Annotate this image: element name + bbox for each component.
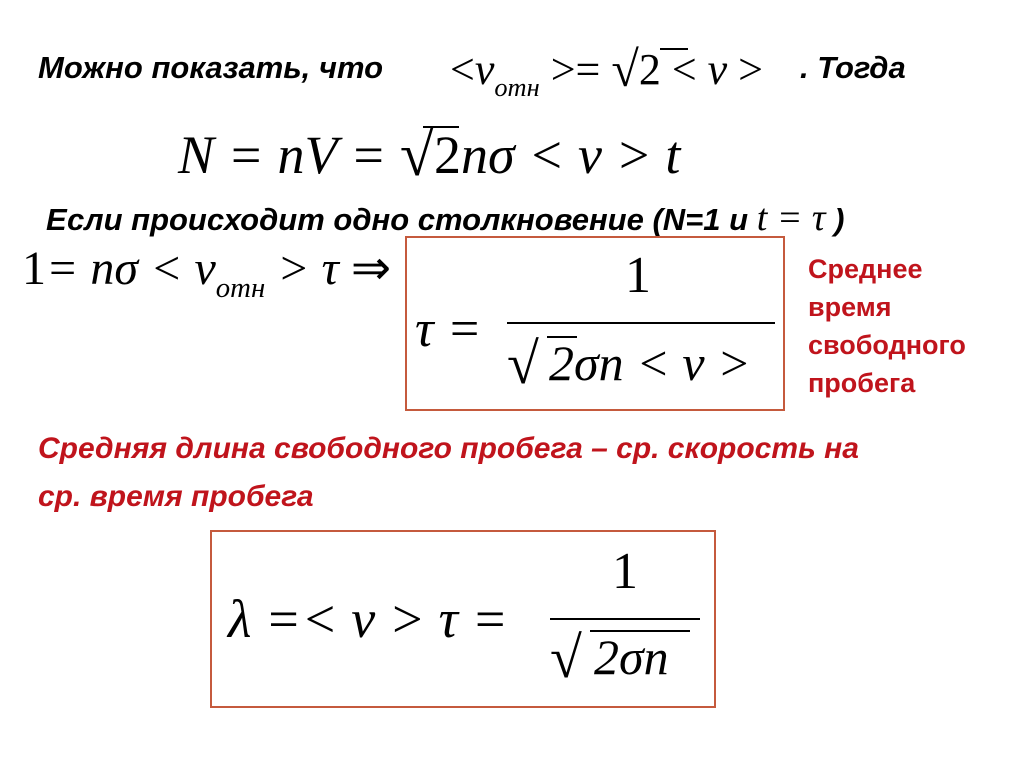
formula-lhs: N = nV =: [178, 125, 387, 185]
implies-arrow: ⇒: [350, 242, 392, 295]
v-symbol: v: [194, 242, 216, 295]
tau-lhs: τ =: [415, 301, 482, 358]
sqrt-arg: 2: [638, 45, 661, 94]
side-note: [808, 250, 966, 402]
sqrt-symbol: √: [507, 331, 539, 396]
formula-rest: > τ: [277, 242, 339, 295]
lambda-formula-lhs: λ =< v > τ =: [228, 589, 508, 649]
condition-text: Если происходит одно столкновение (N=1 и: [46, 202, 749, 237]
subscript-otn: отн: [215, 271, 266, 304]
condition-line: [46, 196, 844, 240]
sqrt-overbar: [423, 126, 459, 128]
sqrt-arg: 2: [433, 125, 461, 185]
v-symbol: v: [474, 45, 495, 94]
numerator: 1: [612, 543, 638, 600]
gt-eq-sign: >=: [550, 45, 601, 94]
close-paren: ): [834, 202, 845, 237]
gt-sign: >: [738, 45, 763, 94]
relative-speed-formula: [450, 38, 763, 102]
formula-middle: = nσ <: [46, 242, 183, 295]
lt-sign: <: [671, 45, 697, 94]
side-note-line: свободного: [808, 330, 966, 360]
definition-line-2: ср. время пробега: [38, 480, 314, 513]
sqrt-symbol: √: [399, 121, 434, 189]
formula-rhs: nσ < v > t: [460, 125, 681, 185]
v-symbol: v: [707, 45, 728, 94]
side-note-line: пробега: [808, 368, 916, 398]
single-collision-formula: [22, 240, 392, 304]
sqrt-symbol: √: [611, 41, 639, 97]
denominator: 2σn < v >: [549, 335, 751, 391]
mean-free-time-box: [405, 236, 785, 411]
sqrt-overbar: [660, 48, 688, 50]
one: 1: [22, 242, 46, 295]
collision-count-formula: [178, 118, 680, 189]
definition-line-1: Средняя длина свободного пробега – ср. скорость на: [38, 432, 859, 465]
fraction-bar: [507, 322, 775, 324]
then-text: . Тогда: [800, 50, 906, 85]
sqrt-symbol: √: [550, 625, 582, 690]
side-note-line: Среднее: [808, 254, 923, 284]
numerator: 1: [625, 247, 651, 304]
side-note-line: время: [808, 292, 892, 322]
statement-line: [38, 50, 383, 86]
t-equals-tau: t = τ: [756, 197, 826, 239]
fraction-bar: [550, 618, 700, 620]
subscript-otn: отн: [494, 71, 540, 102]
lt-sign: <: [450, 45, 475, 94]
mean-free-path-box: [210, 530, 716, 708]
denominator: 2σn: [594, 629, 669, 685]
statement-text: Можно показать, что: [38, 50, 384, 85]
